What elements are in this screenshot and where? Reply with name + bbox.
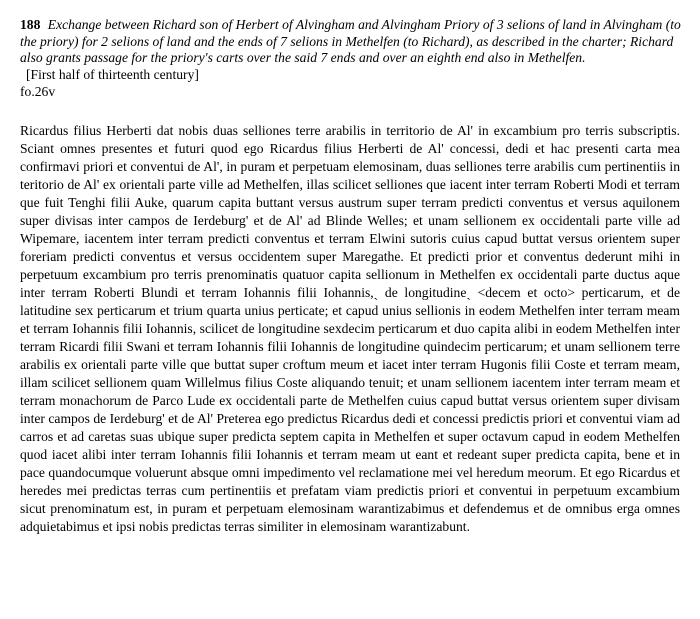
folio-reference: fo.26v — [20, 83, 56, 99]
charter-heading — [20, 17, 692, 67]
charter-text: Ricardus filius Herberti dat nobis duas selliones terre arabilis in territorio de Al' in excambium pro terris subscriptis. Sciant omnes presentes et futuri quod ego Ricardus filius Herberti de Al' concessi, dedi et hac presenti carta mea confirmavi priori et conventui de Al', in puram et perpetuam elemosinam, duas selliones terre arabilis cum pertinentiis in teritorio de Al' ex orientali parte ville ad Methelfen, illas scilicet selliones que iacent inter terram Roberti Modi et terram que fuit Tenghi filii Auke, quarum capita buttant versus austrum super terram predicti conventus et versus aquilonem super divisas inter campos de Ierdeburg' et de Al' ad Blinde Welles; et unam sellionem ex occidentali parte ville ad Wipemare, iacentem inter terram predicti conventus et terram Elwini sutoris cuius capud buttat versus orientem super foreriam predicti conventus et versus occidentem super Maregathe. Et predicti prior et conventus dederunt mihi in perpetuum excambium pro terris prenominatis quatuor capita sellionum in Methelfen ex occidentali parte ductus aque inter terram Roberti Blundi et terram Iohannis filii Iohannis,ˏ de longitudineˏ <decem et octo> perticarum, et de latitudine sex perticarum et trium quarta unius perticate; et capud unius sellionis in eodem Methelfen inter terram meam et terram Iohannis filii Iohannis, scilicet de longitudine sexdecim perticarum et duo capita alibi in eodem Methelfen inter terram Ricardi filii Swani et terram Iohannis filii Iohannis de longitudine quindecim perticarum; et unam sellionem terre arabilis ex orientali parte ville que buttat super croftum meum et iacet inter terram Hugonis filii Coste et terram meam, illam scilicet sellionem quam Willelmus filius Coste aliquando tenuit; et unam sellionem iacentem inter terram meam et terram monachorum de Parco Lude ex occidentali parte de Methelfen cuius capud buttat versus orientem super divisam inter campos de Ierdeburg' et de Al' Preterea ego predictus Ricardus dedi et concessi predictis priori et conventui viam ad carros et ad caretas suas ubique super predicta septem capita in Methelfen et super octavum capud in eodem Methelfen quod iacet alibi inter terram Iohannis filii Iohannis et terram meam ut eant et redeant super predicta capita, bene et in pace quandocumque voluerunt absque omni impedimento vel reclamatione mei vel heredum meorum. Et ego Ricardus et heredes mei predictas terras cum pertinentiis et prefatam viam predictis priori et conventui in perpetuum excambium sicut prenominatum est, in puram et perpetuam elemosinam warantizabimus et defendemus et de omnibus erga omnes adquietabimus et ipsi nobis predictas terras similiter in elemosinam warantizabunt. — [20, 123, 680, 534]
charter-number: 188 — [20, 17, 41, 32]
charter-meta — [20, 67, 680, 100]
charter-date: [First half of thirteenth century] — [26, 67, 199, 82]
charter-summary: Exchange between Richard son of Herbert of Alvingham and Alvingham Priory of 3 selions of land in Alvingham (to the priory) for 2 selions of land and the ends of 7 selions in Methelfen (to Richard), as described in the charter; Richard also grants passage for the priory's carts over the said 7 ends and over an eighth end also in Methelfen. — [20, 17, 681, 66]
